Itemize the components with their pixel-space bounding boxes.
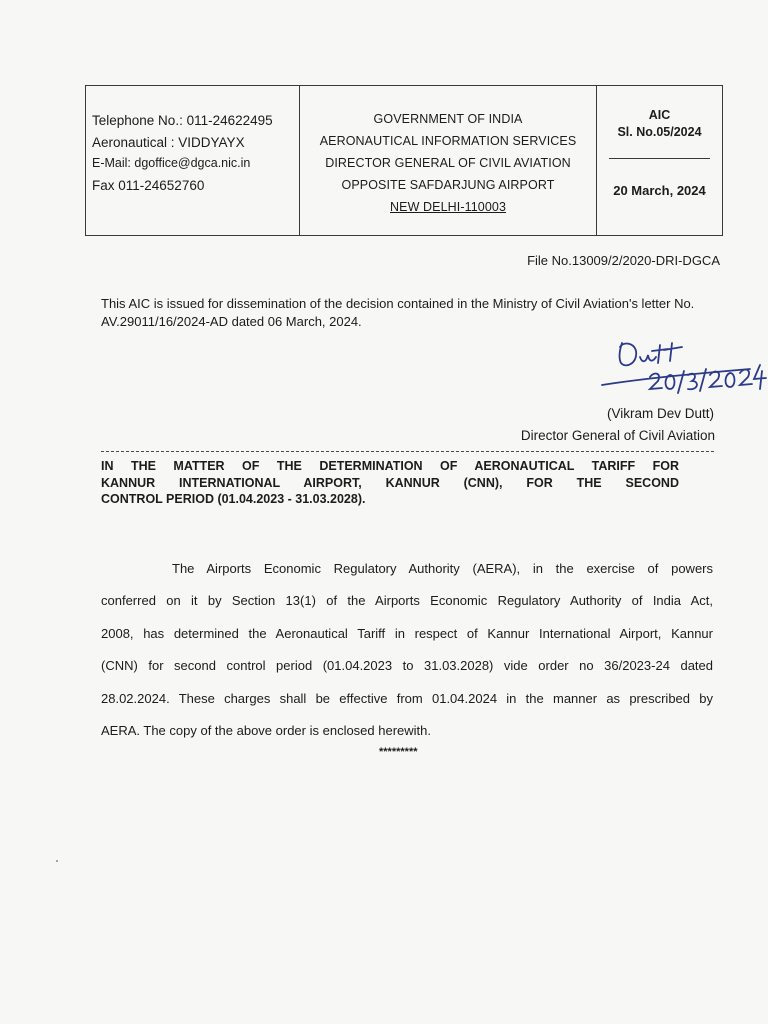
signatory-title: Director General of Civil Aviation (520, 428, 715, 443)
signature-date-digit (740, 370, 752, 385)
signature-date-digit (688, 374, 697, 390)
aic-serial: Sl. No.05/2024 (617, 125, 702, 139)
aic-label: AIC (648, 108, 671, 122)
body-line-2: conferred on it by Section 13(1) of the Airports Economic Regulatory Authority of India Act, (101, 593, 713, 609)
end-marker: ********* (379, 746, 418, 758)
office-line-4: OPPOSITE SAFDARJUNG AIRPORT (341, 178, 555, 192)
intro-paragraph: This AIC is issued for dissemination of the decision contained in the Ministry of Civil Aviation's letter No. AV.29011/16/2024-AD dated 06 March, 2024. (101, 296, 695, 329)
subject-heading (101, 458, 679, 508)
file-number: File No.13009/2/2020-DRI-DGCA (527, 253, 720, 268)
office-line-3: DIRECTOR GENERAL OF CIVIL AVIATION (325, 156, 571, 170)
office-line-5: NEW DELHI-110003 (390, 200, 506, 214)
body-line-1: The Airports Economic Regulatory Authority (AERA), in the exercise of powers (172, 561, 713, 576)
body-line-3: 2008, has determined the Aeronautical Tariff in respect of Kannur International Airport, Kannur (101, 625, 713, 641)
subject-line-1: IN THE MATTER OF THE DETERMINATION OF AERONAUTICAL TARIFF FOR (101, 459, 679, 473)
signature-date-digit (754, 365, 766, 389)
signature-date-digit (710, 372, 722, 387)
aic-divider (609, 158, 710, 159)
telephone-line: Telephone No.: 011-24622495 (92, 113, 273, 128)
signature-date-digit (650, 374, 662, 389)
aic-block (597, 86, 722, 235)
body-line-4: (CNN) for second control period (01.04.2023 to 31.03.2028) vide order no 36/2023-24 dated (101, 658, 713, 674)
contact-block (86, 86, 300, 235)
signature-stroke (640, 355, 656, 361)
email-line: E-Mail: dgoffice@dgca.nic.in (92, 156, 251, 170)
signature-date-slash (700, 369, 706, 391)
aeronautical-line: Aeronautical : VIDDYAYX (92, 134, 245, 150)
body-line-6: AERA. The copy of the above order is enclosed herewith. (101, 723, 432, 739)
signature-stroke (619, 343, 636, 365)
office-block (300, 86, 597, 235)
signature-underline (602, 369, 750, 385)
signatory-name: (Vikram Dev Dutt) (606, 406, 714, 421)
office-line-1: GOVERNMENT OF INDIA (373, 112, 523, 126)
subject-line-3: CONTROL PERIOD (01.04.2023 - 31.03.2028). (101, 492, 366, 506)
section-divider (101, 451, 714, 453)
signature-image (590, 335, 768, 400)
body-line-5: 28.02.2024. These charges shall be effective from 01.04.2024 in the manner as prescribed by (101, 690, 713, 706)
signature-date-slash (678, 371, 684, 393)
aic-date: 20 March, 2024 (613, 183, 706, 198)
signature-stroke (652, 343, 682, 363)
scan-speck (56, 860, 58, 862)
office-line-2: AERONAUTICAL INFORMATION SERVICES (319, 134, 577, 148)
header-table (85, 85, 723, 236)
body-paragraph (101, 553, 713, 747)
subject-line-2: KANNUR INTERNATIONAL AIRPORT, KANNUR (CNN), FOR THE SECOND (101, 475, 679, 490)
signature-date-digit (726, 373, 735, 387)
fax-line: Fax 011-24652760 (92, 177, 205, 193)
